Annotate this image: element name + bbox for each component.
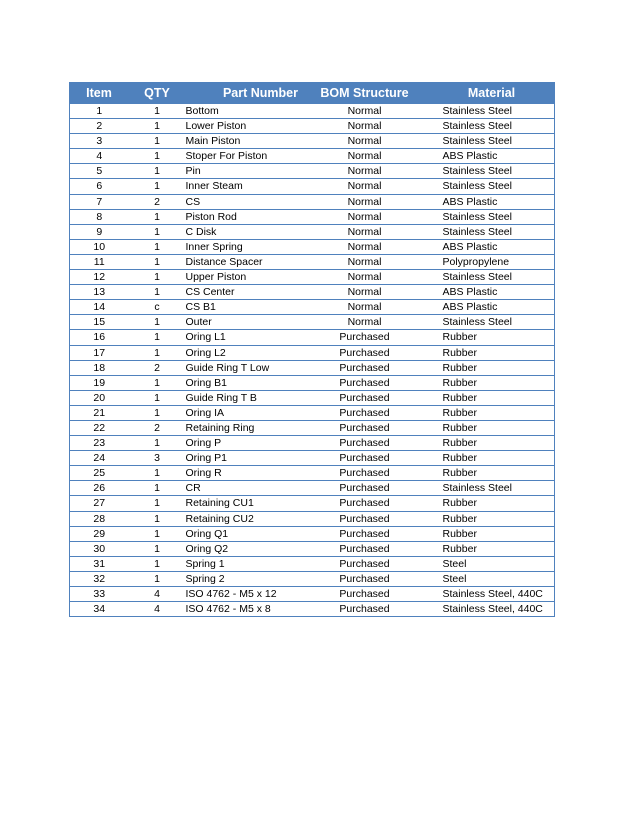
table-row: [70, 602, 555, 617]
cell-part-number: Oring P: [186, 436, 301, 451]
cell-part-number: Oring Q1: [186, 526, 301, 541]
table-row: [70, 571, 555, 586]
cell-bom-structure: Normal: [301, 209, 429, 224]
cell-material: Stainless Steel: [429, 315, 555, 330]
cell-qty: 4: [129, 587, 186, 602]
cell-qty: 1: [129, 390, 186, 405]
header-qty: QTY: [129, 83, 186, 104]
cell-part-number: Oring L2: [186, 345, 301, 360]
header-material: Material: [429, 83, 555, 104]
cell-part-number: C Disk: [186, 224, 301, 239]
cell-qty: 1: [129, 541, 186, 556]
table-header: [70, 83, 555, 104]
cell-material: Rubber: [429, 526, 555, 541]
cell-part-number: Spring 1: [186, 556, 301, 571]
cell-bom-structure: Normal: [301, 104, 429, 119]
cell-qty: 1: [129, 571, 186, 586]
cell-bom-structure: Normal: [301, 179, 429, 194]
cell-qty: 1: [129, 375, 186, 390]
cell-material: Stainless Steel, 440C: [429, 587, 555, 602]
cell-bom-structure: Purchased: [301, 556, 429, 571]
cell-bom-structure: Purchased: [301, 405, 429, 420]
table-row: [70, 511, 555, 526]
table-row: [70, 496, 555, 511]
cell-material: ABS Plastic: [429, 149, 555, 164]
cell-part-number: Spring 2: [186, 571, 301, 586]
cell-part-number: CS Center: [186, 285, 301, 300]
header-part-number: Part Number: [186, 83, 301, 104]
cell-qty: 4: [129, 602, 186, 617]
cell-item: 8: [70, 209, 129, 224]
cell-material: Stainless Steel: [429, 179, 555, 194]
table-row: [70, 179, 555, 194]
table-row: [70, 436, 555, 451]
cell-item: 30: [70, 541, 129, 556]
cell-material: Rubber: [429, 345, 555, 360]
cell-qty: 2: [129, 360, 186, 375]
cell-qty: 1: [129, 436, 186, 451]
cell-bom-structure: Normal: [301, 270, 429, 285]
cell-qty: 2: [129, 194, 186, 209]
cell-qty: 1: [129, 134, 186, 149]
cell-item: 6: [70, 179, 129, 194]
cell-material: Rubber: [429, 420, 555, 435]
cell-material: ABS Plastic: [429, 300, 555, 315]
cell-bom-structure: Normal: [301, 224, 429, 239]
cell-bom-structure: Purchased: [301, 436, 429, 451]
table-row: [70, 526, 555, 541]
cell-material: ABS Plastic: [429, 239, 555, 254]
table-row: [70, 149, 555, 164]
cell-bom-structure: Purchased: [301, 330, 429, 345]
cell-part-number: Upper Piston: [186, 270, 301, 285]
cell-item: 23: [70, 436, 129, 451]
table-row: [70, 587, 555, 602]
cell-part-number: Inner Steam: [186, 179, 301, 194]
cell-material: Rubber: [429, 496, 555, 511]
table-row: [70, 300, 555, 315]
cell-material: Rubber: [429, 360, 555, 375]
cell-bom-structure: Normal: [301, 315, 429, 330]
cell-part-number: Main Piston: [186, 134, 301, 149]
cell-part-number: Oring Q2: [186, 541, 301, 556]
cell-qty: 1: [129, 526, 186, 541]
cell-qty: 1: [129, 119, 186, 134]
table-row: [70, 224, 555, 239]
cell-material: ABS Plastic: [429, 285, 555, 300]
table-body: [70, 104, 555, 617]
cell-item: 19: [70, 375, 129, 390]
cell-part-number: Oring L1: [186, 330, 301, 345]
cell-part-number: Pin: [186, 164, 301, 179]
cell-qty: 1: [129, 224, 186, 239]
cell-part-number: Retaining CU1: [186, 496, 301, 511]
table-row: [70, 209, 555, 224]
header-row: [70, 83, 555, 104]
cell-part-number: Oring P1: [186, 451, 301, 466]
cell-item: 13: [70, 285, 129, 300]
table-row: [70, 134, 555, 149]
table-row: [70, 541, 555, 556]
cell-part-number: Retaining Ring: [186, 420, 301, 435]
cell-item: 14: [70, 300, 129, 315]
cell-qty: 1: [129, 511, 186, 526]
cell-item: 29: [70, 526, 129, 541]
cell-qty: 3: [129, 451, 186, 466]
bom-table: [69, 82, 555, 617]
cell-bom-structure: Purchased: [301, 587, 429, 602]
cell-material: Rubber: [429, 436, 555, 451]
cell-part-number: CR: [186, 481, 301, 496]
cell-material: Stainless Steel: [429, 270, 555, 285]
table-row: [70, 556, 555, 571]
table-row: [70, 254, 555, 269]
cell-qty: 1: [129, 330, 186, 345]
cell-part-number: Oring B1: [186, 375, 301, 390]
cell-qty: 1: [129, 556, 186, 571]
cell-item: 21: [70, 405, 129, 420]
header-item: Item: [70, 83, 129, 104]
cell-material: Rubber: [429, 541, 555, 556]
cell-material: Polypropylene: [429, 254, 555, 269]
cell-qty: 1: [129, 254, 186, 269]
cell-item: 25: [70, 466, 129, 481]
cell-part-number: Retaining CU2: [186, 511, 301, 526]
cell-bom-structure: Normal: [301, 149, 429, 164]
table-row: [70, 285, 555, 300]
cell-qty: 1: [129, 239, 186, 254]
table-row: [70, 451, 555, 466]
cell-material: Rubber: [429, 390, 555, 405]
cell-bom-structure: Purchased: [301, 451, 429, 466]
cell-item: 17: [70, 345, 129, 360]
cell-part-number: Inner Spring: [186, 239, 301, 254]
cell-item: 32: [70, 571, 129, 586]
table-row: [70, 360, 555, 375]
table-row: [70, 345, 555, 360]
cell-material: Steel: [429, 556, 555, 571]
cell-part-number: Guide Ring T Low: [186, 360, 301, 375]
cell-item: 10: [70, 239, 129, 254]
cell-item: 16: [70, 330, 129, 345]
cell-item: 5: [70, 164, 129, 179]
cell-part-number: Distance Spacer: [186, 254, 301, 269]
cell-bom-structure: Purchased: [301, 345, 429, 360]
cell-item: 1: [70, 104, 129, 119]
cell-qty: 1: [129, 270, 186, 285]
cell-bom-structure: Purchased: [301, 571, 429, 586]
cell-part-number: Bottom: [186, 104, 301, 119]
cell-bom-structure: Normal: [301, 254, 429, 269]
table-row: [70, 194, 555, 209]
cell-bom-structure: Normal: [301, 285, 429, 300]
table-row: [70, 239, 555, 254]
cell-part-number: CS B1: [186, 300, 301, 315]
table-row: [70, 481, 555, 496]
table-row: [70, 466, 555, 481]
header-bom-structure: BOM Structure: [301, 83, 429, 104]
cell-qty: 1: [129, 345, 186, 360]
cell-bom-structure: Purchased: [301, 481, 429, 496]
cell-qty: 1: [129, 104, 186, 119]
cell-bom-structure: Purchased: [301, 420, 429, 435]
cell-material: ABS Plastic: [429, 194, 555, 209]
cell-bom-structure: Normal: [301, 164, 429, 179]
cell-material: Steel: [429, 571, 555, 586]
cell-material: Rubber: [429, 375, 555, 390]
cell-material: Rubber: [429, 330, 555, 345]
cell-item: 7: [70, 194, 129, 209]
cell-qty: 1: [129, 285, 186, 300]
cell-qty: 1: [129, 179, 186, 194]
cell-qty: 1: [129, 209, 186, 224]
cell-material: Stainless Steel: [429, 209, 555, 224]
cell-bom-structure: Purchased: [301, 526, 429, 541]
cell-item: 3: [70, 134, 129, 149]
table-row: [70, 390, 555, 405]
cell-item: 28: [70, 511, 129, 526]
cell-material: Stainless Steel, 440C: [429, 602, 555, 617]
cell-bom-structure: Purchased: [301, 375, 429, 390]
cell-item: 33: [70, 587, 129, 602]
table-row: [70, 315, 555, 330]
cell-bom-structure: Purchased: [301, 541, 429, 556]
cell-item: 34: [70, 602, 129, 617]
cell-qty: 1: [129, 405, 186, 420]
cell-material: Stainless Steel: [429, 104, 555, 119]
cell-part-number: Oring R: [186, 466, 301, 481]
cell-material: Stainless Steel: [429, 224, 555, 239]
table-row: [70, 405, 555, 420]
cell-item: 4: [70, 149, 129, 164]
cell-qty: 1: [129, 481, 186, 496]
cell-bom-structure: Normal: [301, 300, 429, 315]
cell-bom-structure: Normal: [301, 119, 429, 134]
cell-item: 27: [70, 496, 129, 511]
cell-bom-structure: Purchased: [301, 511, 429, 526]
cell-item: 12: [70, 270, 129, 285]
cell-part-number: Oring IA: [186, 405, 301, 420]
cell-item: 24: [70, 451, 129, 466]
cell-qty: 1: [129, 466, 186, 481]
cell-part-number: Piston Rod: [186, 209, 301, 224]
cell-item: 22: [70, 420, 129, 435]
table-row: [70, 420, 555, 435]
cell-material: Stainless Steel: [429, 134, 555, 149]
cell-material: Rubber: [429, 451, 555, 466]
cell-item: 9: [70, 224, 129, 239]
cell-item: 11: [70, 254, 129, 269]
table-row: [70, 270, 555, 285]
cell-material: Stainless Steel: [429, 119, 555, 134]
cell-bom-structure: Purchased: [301, 466, 429, 481]
cell-bom-structure: Purchased: [301, 390, 429, 405]
table-row: [70, 164, 555, 179]
table-row: [70, 104, 555, 119]
cell-qty: 2: [129, 420, 186, 435]
cell-item: 26: [70, 481, 129, 496]
cell-bom-structure: Normal: [301, 134, 429, 149]
cell-material: Stainless Steel: [429, 481, 555, 496]
cell-part-number: Stoper For Piston: [186, 149, 301, 164]
cell-material: Stainless Steel: [429, 164, 555, 179]
cell-item: 18: [70, 360, 129, 375]
cell-material: Rubber: [429, 405, 555, 420]
cell-bom-structure: Normal: [301, 239, 429, 254]
cell-qty: 1: [129, 164, 186, 179]
cell-material: Rubber: [429, 511, 555, 526]
cell-part-number: ISO 4762 - M5 x 8: [186, 602, 301, 617]
table-row: [70, 375, 555, 390]
cell-bom-structure: Purchased: [301, 602, 429, 617]
cell-item: 20: [70, 390, 129, 405]
cell-part-number: CS: [186, 194, 301, 209]
cell-item: 15: [70, 315, 129, 330]
cell-item: 31: [70, 556, 129, 571]
cell-qty: 1: [129, 496, 186, 511]
cell-qty: 1: [129, 315, 186, 330]
table-row: [70, 119, 555, 134]
cell-bom-structure: Purchased: [301, 496, 429, 511]
cell-part-number: ISO 4762 - M5 x 12: [186, 587, 301, 602]
cell-item: 2: [70, 119, 129, 134]
cell-qty: 1: [129, 149, 186, 164]
table-row: [70, 330, 555, 345]
cell-material: Rubber: [429, 466, 555, 481]
cell-part-number: Outer: [186, 315, 301, 330]
cell-bom-structure: Purchased: [301, 360, 429, 375]
cell-part-number: Lower Piston: [186, 119, 301, 134]
cell-bom-structure: Normal: [301, 194, 429, 209]
cell-qty: c: [129, 300, 186, 315]
cell-part-number: Guide Ring T B: [186, 390, 301, 405]
